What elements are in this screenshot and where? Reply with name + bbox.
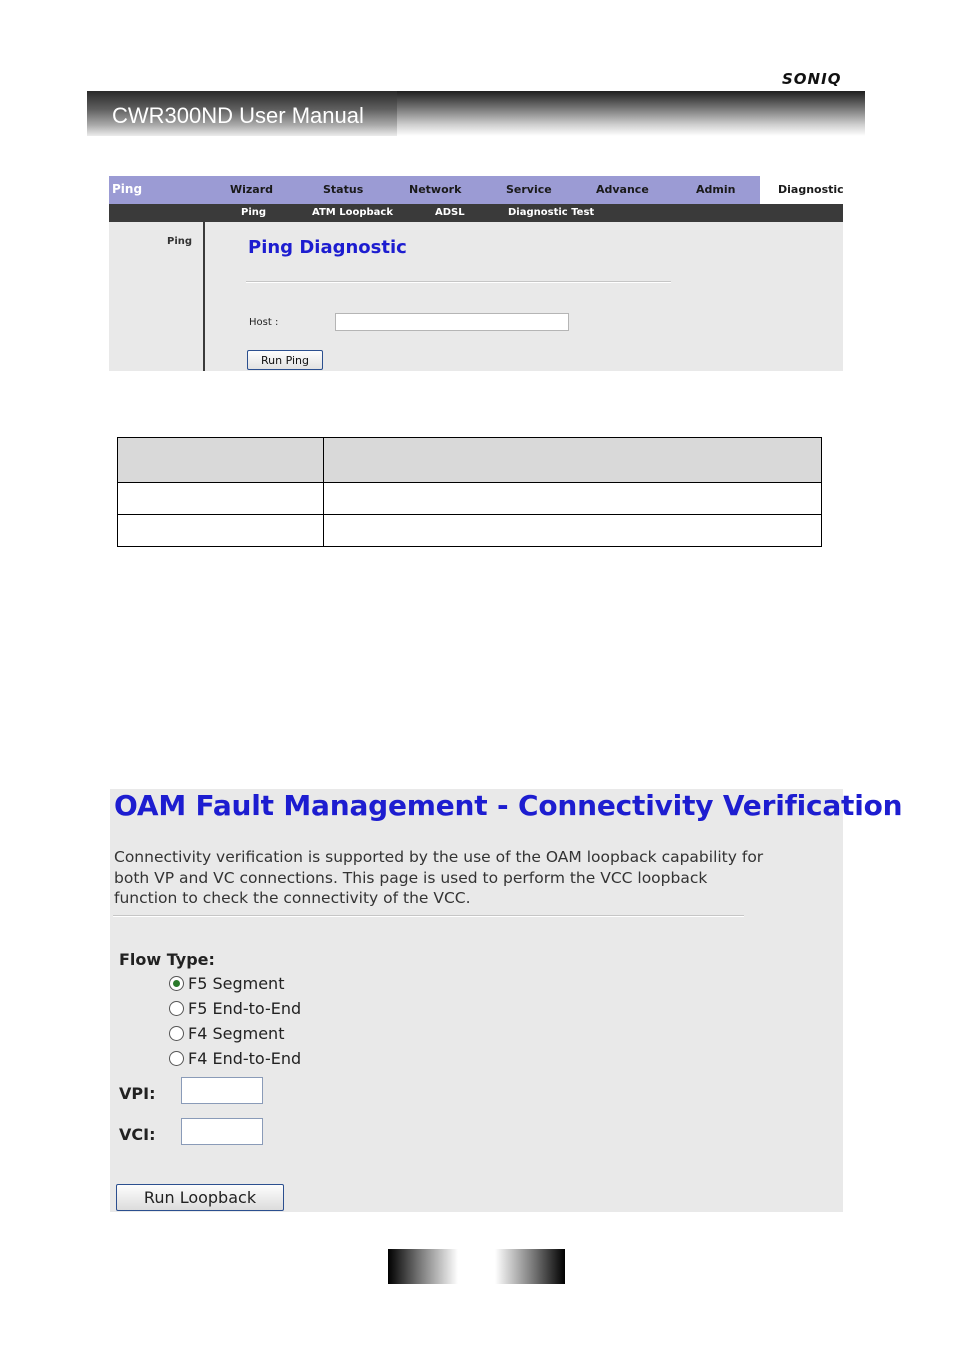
sidebar-item-ping[interactable]: Ping bbox=[167, 236, 193, 247]
radio-button[interactable] bbox=[169, 1001, 184, 1016]
subnav-diagnostic-test[interactable]: Diagnostic Test bbox=[508, 207, 595, 218]
table-header-row bbox=[118, 438, 822, 483]
table-header-cell bbox=[118, 438, 324, 483]
parameter-table bbox=[117, 437, 822, 547]
nav-network[interactable]: Network bbox=[409, 183, 462, 196]
radio-f4-end-to-end[interactable] bbox=[169, 1049, 301, 1068]
table-row bbox=[118, 515, 822, 547]
ping-diagnostic-screen bbox=[109, 176, 843, 371]
manual-title: CWR300ND User Manual bbox=[112, 103, 364, 128]
host-label: Host : bbox=[249, 317, 279, 328]
vci-label: VCI: bbox=[119, 1125, 156, 1144]
vpi-label: VPI: bbox=[119, 1084, 156, 1103]
radio-f4-segment[interactable] bbox=[169, 1024, 284, 1043]
table-cell bbox=[118, 483, 324, 515]
radio-label: F4 End-to-End bbox=[188, 1049, 302, 1068]
brand-logo: SONIQ bbox=[782, 70, 842, 88]
table-cell bbox=[324, 515, 822, 547]
nav-service[interactable]: Service bbox=[506, 183, 552, 196]
top-nav-bar bbox=[109, 176, 843, 204]
vpi-input[interactable] bbox=[181, 1077, 263, 1104]
table-row bbox=[118, 483, 822, 515]
radio-label: F4 Segment bbox=[188, 1024, 285, 1043]
flow-type-label: Flow Type: bbox=[119, 950, 215, 969]
divider bbox=[113, 915, 744, 917]
footer-gradient-left bbox=[388, 1249, 458, 1284]
table-cell bbox=[118, 515, 324, 547]
radio-label: F5 End-to-End bbox=[188, 999, 302, 1018]
run-loopback-button[interactable]: Run Loopback bbox=[116, 1184, 284, 1211]
nav-advance[interactable]: Advance bbox=[596, 183, 649, 196]
vci-input[interactable] bbox=[181, 1118, 263, 1145]
subnav-atm-loopback[interactable]: ATM Loopback bbox=[312, 207, 393, 218]
footer-gradient-right bbox=[495, 1249, 565, 1284]
radio-button[interactable] bbox=[169, 1051, 184, 1066]
run-ping-button[interactable]: Run Ping bbox=[247, 350, 323, 370]
radio-button-checked[interactable] bbox=[169, 976, 184, 991]
nav-diagnostic[interactable]: Diagnostic bbox=[760, 176, 843, 204]
oam-loopback-screen bbox=[110, 789, 903, 1212]
nav-status[interactable]: Status bbox=[323, 183, 364, 196]
host-input[interactable] bbox=[335, 313, 569, 331]
sidebar-divider bbox=[203, 204, 205, 371]
nav-wizard[interactable]: Wizard bbox=[230, 183, 274, 196]
oam-description: Connectivity verification is supported by the use of the OAM loopback capability for both VP and VC connections. This page is used to perform the VCC loopback function to check the connectivity of the VCC. bbox=[114, 848, 764, 907]
radio-button[interactable] bbox=[169, 1026, 184, 1041]
nav-admin[interactable]: Admin bbox=[696, 183, 736, 196]
sub-nav-bar bbox=[109, 204, 843, 222]
table-cell bbox=[324, 483, 822, 515]
table-header-cell bbox=[324, 438, 822, 483]
page-title: Ping Diagnostic bbox=[248, 237, 407, 258]
subnav-adsl[interactable]: ADSL bbox=[435, 207, 465, 218]
nav-section-title: Ping bbox=[112, 182, 143, 196]
radio-label: F5 Segment bbox=[188, 974, 285, 993]
oam-page-title: OAM Fault Management - Connectivity Verification bbox=[114, 789, 903, 822]
radio-f5-segment[interactable] bbox=[169, 974, 284, 993]
radio-f5-end-to-end[interactable] bbox=[169, 999, 301, 1018]
divider bbox=[246, 281, 671, 283]
subnav-ping[interactable]: Ping bbox=[241, 207, 267, 218]
